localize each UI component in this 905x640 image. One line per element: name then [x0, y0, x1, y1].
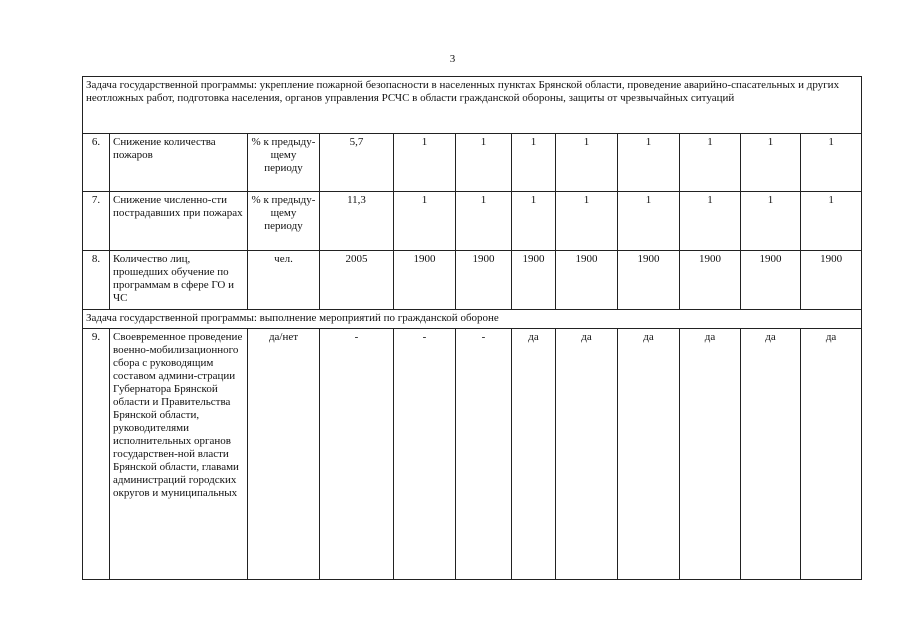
value-cell: - — [320, 329, 394, 580]
value-cell: 1900 — [556, 251, 618, 310]
task-heading: Задача государственной программы: укрепление пожарной безопасности в населенных пунктах Брянской области, проведение аварийно-спасательных и других неотложных работ, подготовка населения, органов управления РСЧС в области гражданской обороны, защиты от чрезвычайных ситуаций — [83, 77, 862, 134]
value-cell: да — [556, 329, 618, 580]
indicator-name: Снижение количества пожаров — [110, 134, 248, 192]
indicator-name: Количество лиц, прошедших обучение по программам в сфере ГО и ЧС — [110, 251, 248, 310]
value-cell: - — [456, 329, 512, 580]
value-cell: 1 — [801, 192, 862, 251]
value-cell: 1900 — [512, 251, 556, 310]
value-cell: 1 — [801, 134, 862, 192]
value-cell: 1 — [394, 134, 456, 192]
value-cell: да — [801, 329, 862, 580]
value-cell: 1900 — [741, 251, 801, 310]
table-row — [83, 251, 862, 310]
value-cell: 5,7 — [320, 134, 394, 192]
value-cell: 1900 — [394, 251, 456, 310]
unit-cell: % к предыду-щему периоду — [248, 134, 320, 192]
value-cell: 1 — [741, 192, 801, 251]
value-cell: 1900 — [801, 251, 862, 310]
value-cell: 1 — [618, 192, 680, 251]
row-number: 8. — [83, 251, 110, 310]
value-cell: - — [394, 329, 456, 580]
row-number: 6. — [83, 134, 110, 192]
page-number: 3 — [449, 53, 456, 65]
table-row — [83, 192, 862, 251]
value-cell: 11,3 — [320, 192, 394, 251]
indicators-table — [82, 76, 862, 580]
task-header-row — [83, 310, 862, 329]
value-cell: 1 — [556, 134, 618, 192]
value-cell: 1 — [741, 134, 801, 192]
table-row — [83, 134, 862, 192]
unit-cell: да/нет — [248, 329, 320, 580]
value-cell: 1900 — [680, 251, 741, 310]
table-row — [83, 329, 862, 580]
value-cell: да — [680, 329, 741, 580]
indicator-name: Снижение численно-сти пострадавших при пожарах — [110, 192, 248, 251]
value-cell: да — [618, 329, 680, 580]
value-cell: 2005 — [320, 251, 394, 310]
value-cell: 1 — [680, 134, 741, 192]
value-cell: 1 — [456, 134, 512, 192]
value-cell: 1 — [456, 192, 512, 251]
task-heading: Задача государственной программы: выполнение мероприятий по гражданской обороне — [83, 310, 862, 329]
task-header-row — [83, 77, 862, 134]
value-cell: 1 — [512, 134, 556, 192]
unit-cell: % к предыду-щему периоду — [248, 192, 320, 251]
unit-cell: чел. — [248, 251, 320, 310]
value-cell: 1 — [512, 192, 556, 251]
value-cell: 1 — [680, 192, 741, 251]
row-number: 9. — [83, 329, 110, 580]
row-number: 7. — [83, 192, 110, 251]
value-cell: да — [512, 329, 556, 580]
value-cell: 1900 — [618, 251, 680, 310]
value-cell: 1900 — [456, 251, 512, 310]
indicator-name: Своевременное проведение военно-мобилизационного сбора с руководящим составом админи-страции Губернатора Брянской области и Правительства Брянской области, руководителями исполнительных органов государствен-ной власти Брянской области, главами администраций городских округов и муниципальных — [110, 329, 248, 580]
value-cell: 1 — [556, 192, 618, 251]
value-cell: 1 — [618, 134, 680, 192]
value-cell: да — [741, 329, 801, 580]
value-cell: 1 — [394, 192, 456, 251]
